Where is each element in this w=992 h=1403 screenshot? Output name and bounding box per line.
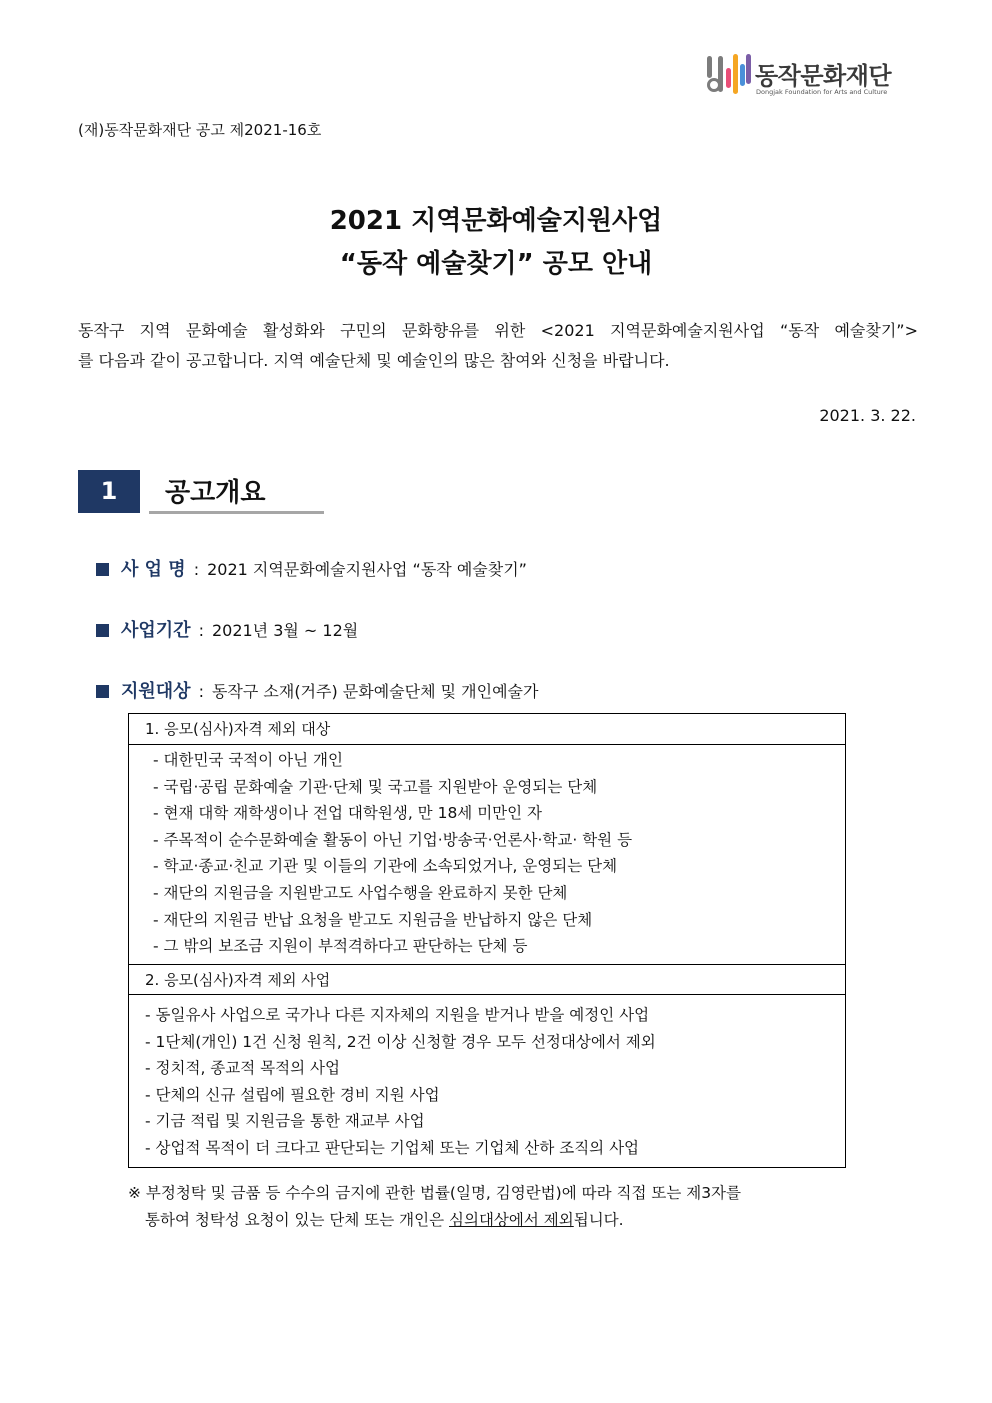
notice-date: 2021. 3. 22. bbox=[819, 406, 916, 425]
square-bullet-icon bbox=[96, 563, 109, 576]
section-title: 공고개요 bbox=[165, 478, 266, 508]
overview-item-project-name: 사 업 명 : 2021 지역문화예술지원사업 “동작 예술찾기” bbox=[96, 555, 527, 581]
section-underline-divider bbox=[149, 511, 324, 514]
square-bullet-icon bbox=[96, 685, 109, 698]
list-item: - 학교·종교·친교 기관 및 이들의 기관에 소속되었거나, 운영되는 단체 bbox=[153, 857, 618, 876]
logo-name-english: Dongjak Foundation for Arts and Culture bbox=[756, 88, 888, 96]
item-value: 동작구 소재(거주) 문화예술단체 및 개인예술가 bbox=[211, 682, 539, 701]
notice-number: (재)동작문화재단 공고 제2021-16호 bbox=[78, 121, 322, 139]
list-item: - 동일유사 사업으로 국가나 다른 지자체의 지원을 받거나 받을 예정인 사업 bbox=[145, 1006, 650, 1024]
item-value: 2021년 3월 ~ 12월 bbox=[211, 621, 359, 640]
list-item: - 현재 대학 재학생이나 전업 대학원생, 만 18세 미만인 자 bbox=[153, 804, 543, 823]
list-item: - 주목적이 순수문화예술 활동이 아닌 기업·방송국·언론사·학교· 학원 등 bbox=[153, 830, 633, 849]
document-title-line1: 2021 지역문화예술지원사업 bbox=[329, 206, 663, 236]
intro-paragraph-line2: 를 다음과 같이 공고합니다. 지역 예술단체 및 예술인의 많은 참여와 신청을 바랍니다. bbox=[78, 351, 670, 370]
foundation-logo bbox=[705, 52, 895, 104]
section-number-badge: 1 bbox=[78, 470, 140, 513]
item-key: 사업기간 bbox=[121, 620, 191, 641]
excluded-applicants-list bbox=[153, 747, 632, 960]
item-key: 사 업 명 bbox=[121, 559, 186, 580]
list-item: - 재단의 지원금을 지원받고도 사업수행을 완료하지 못한 단체 bbox=[153, 883, 568, 902]
document-title-line2: “동작 예술찾기” 공모 안내 bbox=[339, 249, 653, 279]
list-item: - 국립·공립 문화예술 기관·단체 및 국고를 지원받아 운영되는 단체 bbox=[153, 777, 598, 796]
note-underlined-text: 심의대상에서 제외 bbox=[449, 1211, 574, 1229]
item-value: 2021 지역문화예술지원사업 “동작 예술찾기” bbox=[207, 560, 527, 579]
excluded-applicants-heading: 1. 응모(심사)자격 제외 대상 bbox=[129, 714, 845, 745]
logo-name-korean: 동작문화재단 bbox=[755, 62, 892, 90]
list-item: - 재단의 지원금 반납 요청을 받고도 지원금을 반납하지 않은 단체 bbox=[153, 910, 593, 929]
square-bullet-icon bbox=[96, 624, 109, 637]
list-item: - 상업적 목적이 더 크다고 판단되는 기업체 또는 기업체 산하 조직의 사업 bbox=[145, 1138, 640, 1157]
list-item: - 그 밖의 보조금 지원이 부적격하다고 판단하는 단체 등 bbox=[153, 937, 528, 956]
intro-paragraph-line1: 동작구 지역 문화예술 활성화와 구민의 문화향유를 위한 <2021 지역문화예술지원사업 “동작 예술찾기”> bbox=[78, 321, 918, 340]
list-item: - 기금 적립 및 지원금을 통한 재교부 사업 bbox=[145, 1112, 425, 1131]
list-item: - 단체의 신규 설립에 필요한 경비 지원 사업 bbox=[145, 1085, 440, 1104]
anti-graft-note-line2 bbox=[145, 1208, 624, 1230]
list-item: - 1단체(개인) 1건 신청 원칙, 2건 이상 신청할 경우 모두 선정대상에서 제외 bbox=[145, 1032, 656, 1051]
exclusion-criteria-box bbox=[128, 713, 846, 1168]
excluded-projects-heading: 2. 응모(심사)자격 제외 사업 bbox=[129, 964, 845, 995]
anti-graft-note-line1: ※ 부정청탁 및 금품 등 수수의 금지에 관한 법률(일명, 김영란법)에 따라 직접 또는 제3자를 bbox=[128, 1184, 742, 1202]
logo-mark-icon bbox=[705, 52, 751, 98]
excluded-projects-list bbox=[145, 1002, 656, 1162]
overview-item-eligible-applicants: 지원대상 : 동작구 소재(거주) 문화예술단체 및 개인예술가 bbox=[96, 677, 538, 703]
note-text: 됩니다. bbox=[573, 1211, 624, 1229]
item-key: 지원대상 bbox=[121, 681, 191, 702]
list-item: - 정치적, 종교적 목적의 사업 bbox=[145, 1059, 340, 1078]
list-item: - 대한민국 국적이 아닌 개인 bbox=[153, 751, 344, 769]
note-text: 통하여 청탁성 요청이 있는 단체 또는 개인은 bbox=[145, 1211, 450, 1229]
overview-item-project-period: 사업기간 : 2021년 3월 ~ 12월 bbox=[96, 616, 358, 642]
